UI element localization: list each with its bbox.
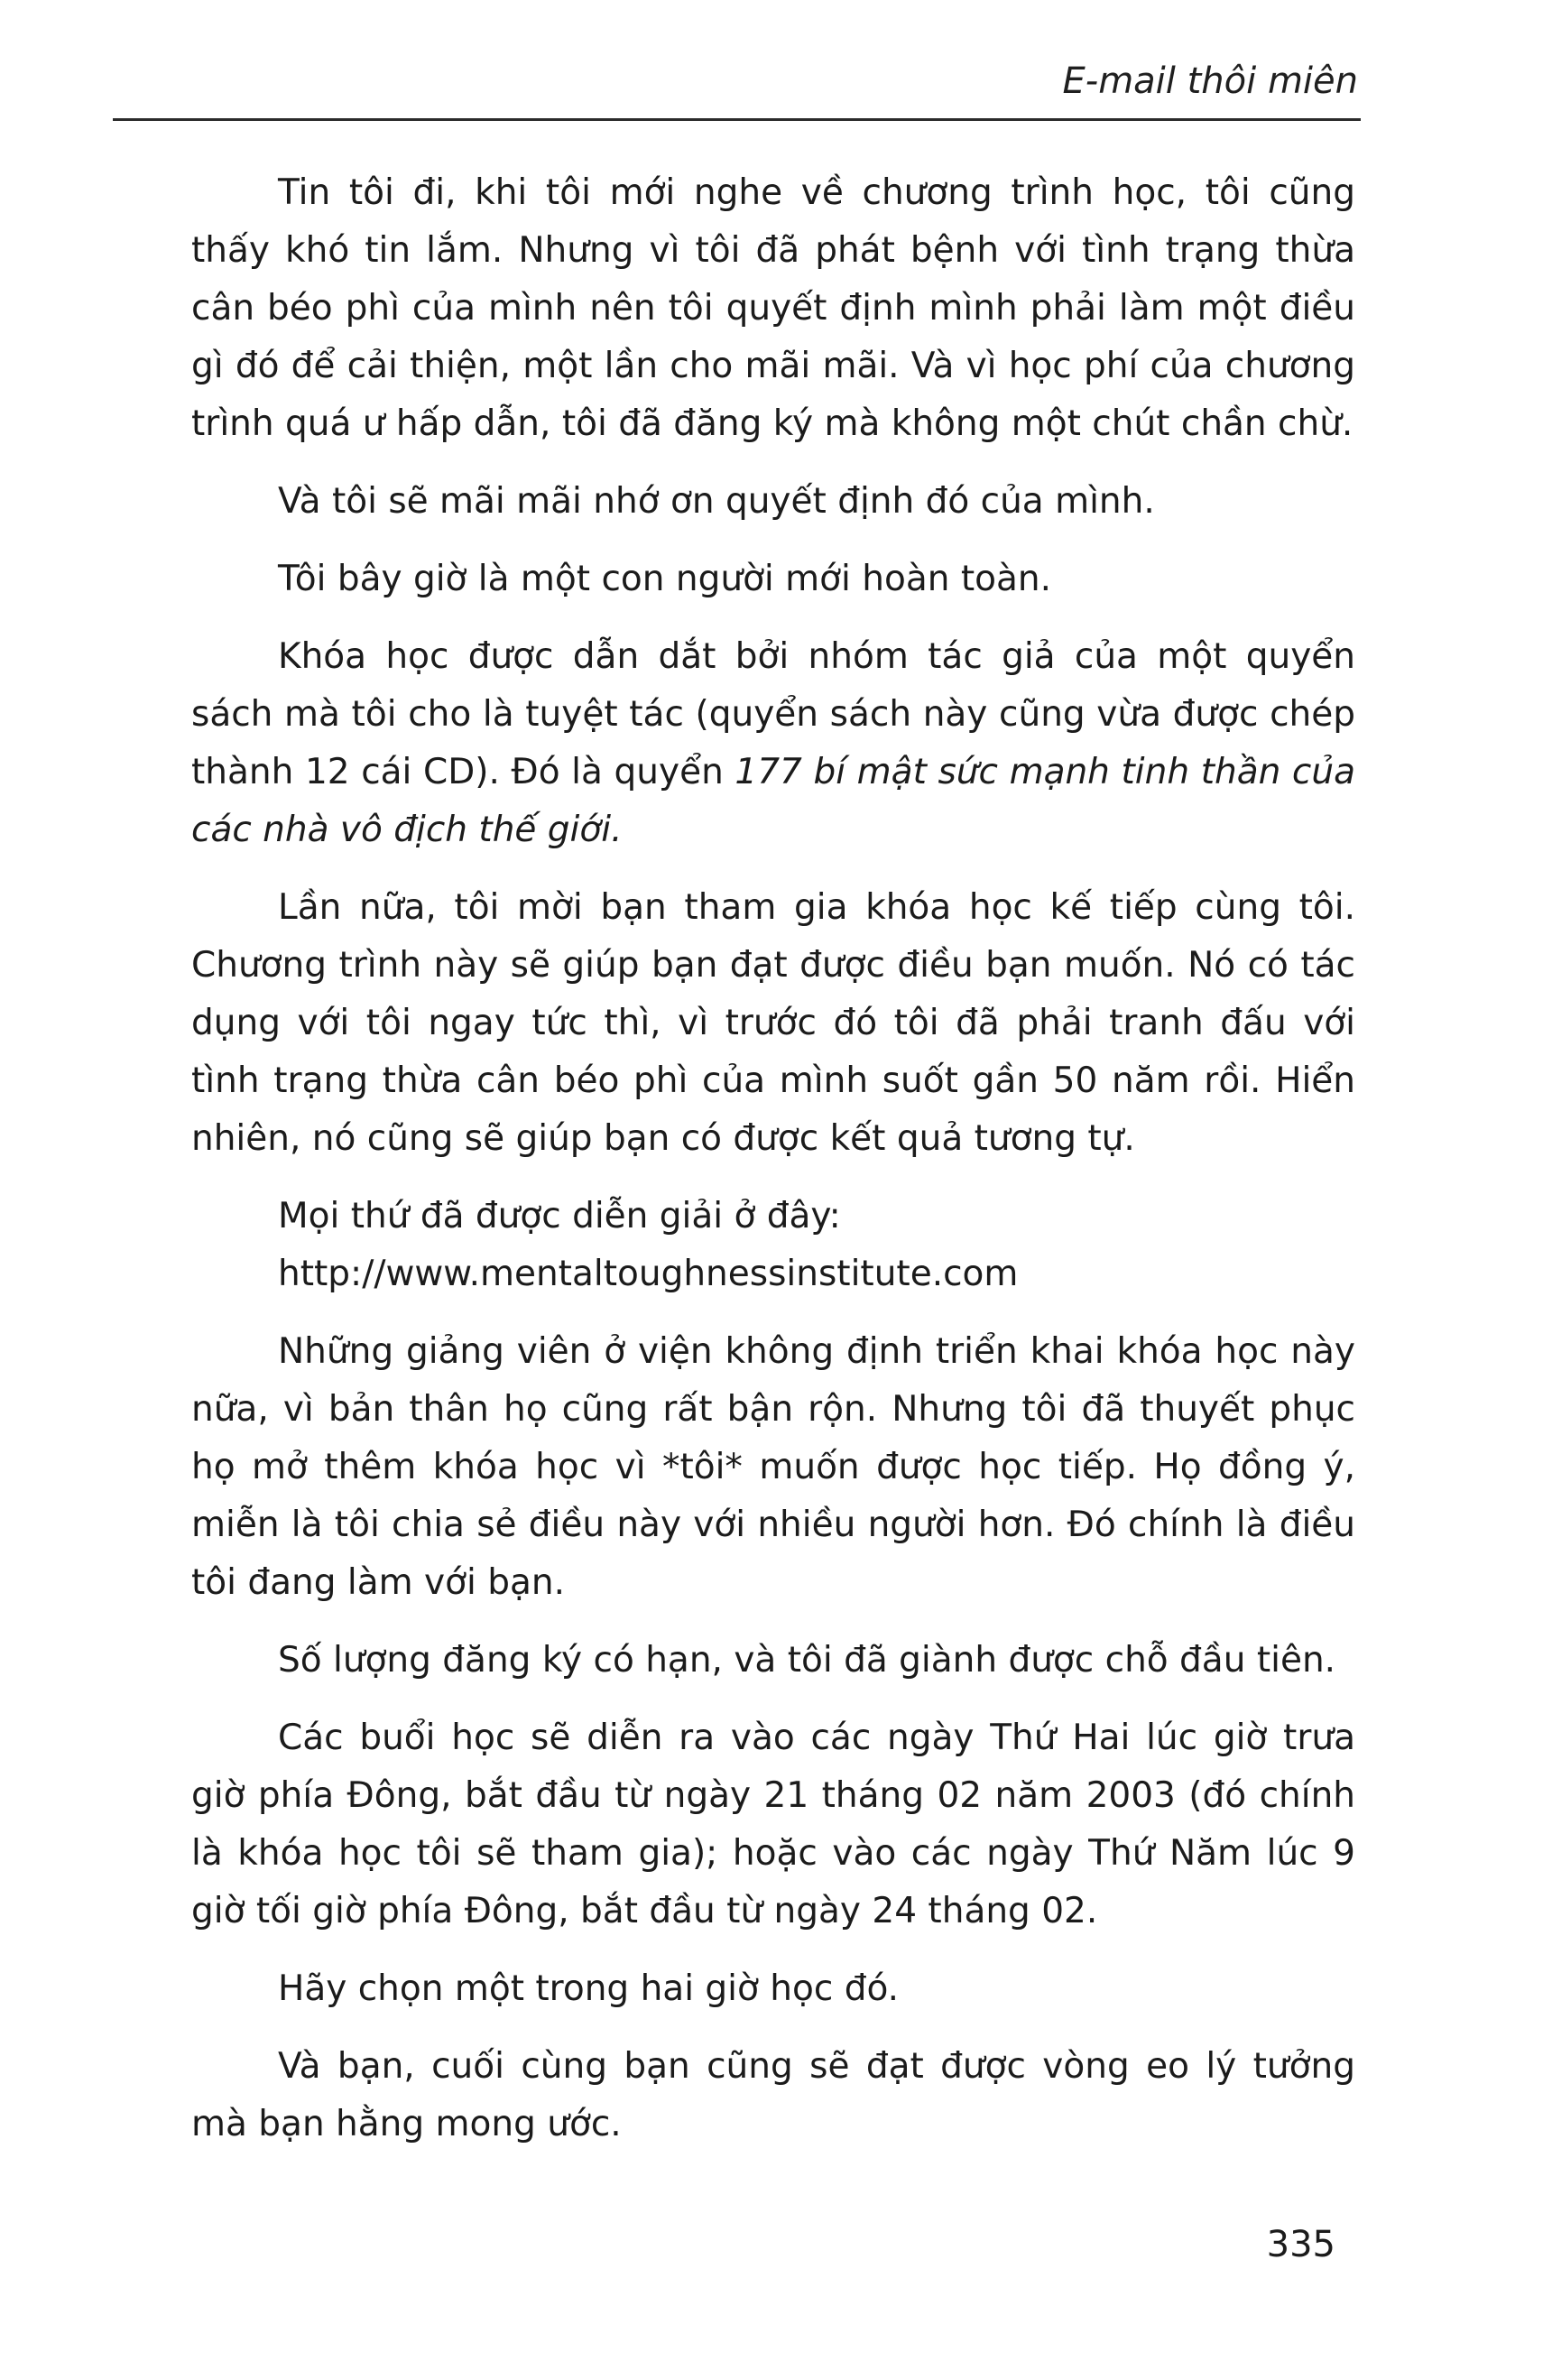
book-title: 177 bí mật sức mạnh tinh thần của các nhà vô địch thế giới. (191, 752, 1355, 850)
paragraph-9: Các buổi học sẽ diễn ra vào các ngày Thứ Hai lúc giờ trưa giờ phía Đông, bắt đầu từ ngày 21 tháng 02 năm 2003 (đó chính là khóa học tôi sẽ tham gia); hoặc vào các ngày Thứ Năm lúc 9 giờ tối giờ phía Đông, bắt đầu từ ngày 24 tháng 02. (191, 1718, 1355, 1931)
page-body (191, 164, 1355, 2173)
paragraph-11: Và bạn, cuối cùng bạn cũng sẽ đạt được vòng eo lý tưởng mà bạn hằng mong ước. (191, 2046, 1355, 2144)
paragraph-7: Những giảng viên ở viện không định triển khai khóa học này nữa, vì bản thân họ cũng rất bận rộn. Nhưng tôi đã thuyết phục họ mở thêm khóa học vì *tôi* muốn được học tiếp. Họ đồng ý, miễn là tôi chia sẻ điều này với nhiều người hơn. Đó chính là điều tôi đang làm với bạn. (191, 1331, 1355, 1603)
paragraph-8: Số lượng đăng ký có hạn, và tôi đã giành được chỗ đầu tiên. (278, 1640, 1336, 1681)
header-rule (113, 118, 1361, 121)
website-url: http://www.mentaltoughnessinstitute.com (278, 1254, 1019, 1294)
page-number: 335 (1266, 2224, 1335, 2265)
paragraph-5: Lần nữa, tôi mời bạn tham gia khóa học kế tiếp cùng tôi. Chương trình này sẽ giúp bạn đạt được điều bạn muốn. Nó có tác dụng với tôi ngay tức thì, vì trước đó tôi đã phải tranh đấu với tình trạng thừa cân béo phì của mình suốt gần 50 năm rồi. Hiển nhiên, nó cũng sẽ giúp bạn có được kết quả tương tự. (191, 887, 1355, 1159)
paragraph-6: Mọi thứ đã được diễn giải ở đây: (278, 1196, 841, 1236)
paragraph-10: Hãy chọn một trong hai giờ học đó. (278, 1968, 900, 2009)
paragraph-3: Tôi bây giờ là một con người mới hoàn toàn. (278, 559, 1052, 599)
paragraph-4-text: Khóa học được dẫn dắt bởi nhóm tác giả của một quyển sách mà tôi cho là tuyệt tác (quyển sách này cũng vừa được chép thành 12 cái CD). Đó là quyển (191, 636, 1355, 792)
running-header-title: E-mail thôi miên (1062, 60, 1358, 102)
paragraph-2: Và tôi sẽ mãi mãi nhớ ơn quyết định đó của mình. (278, 481, 1155, 522)
paragraph-1: Tin tôi đi, khi tôi mới nghe về chương trình học, tôi cũng thấy khó tin lắm. Nhưng vì tôi đã phát bệnh với tình trạng thừa cân béo phì của mình nên tôi quyết định mình phải làm một điều gì đó để cải thiện, một lần cho mãi mãi. Và vì học phí của chương trình quá ư hấp dẫn, tôi đã đăng ký mà không một chút chần chừ. (191, 172, 1355, 444)
paragraph-4 (191, 628, 1355, 859)
